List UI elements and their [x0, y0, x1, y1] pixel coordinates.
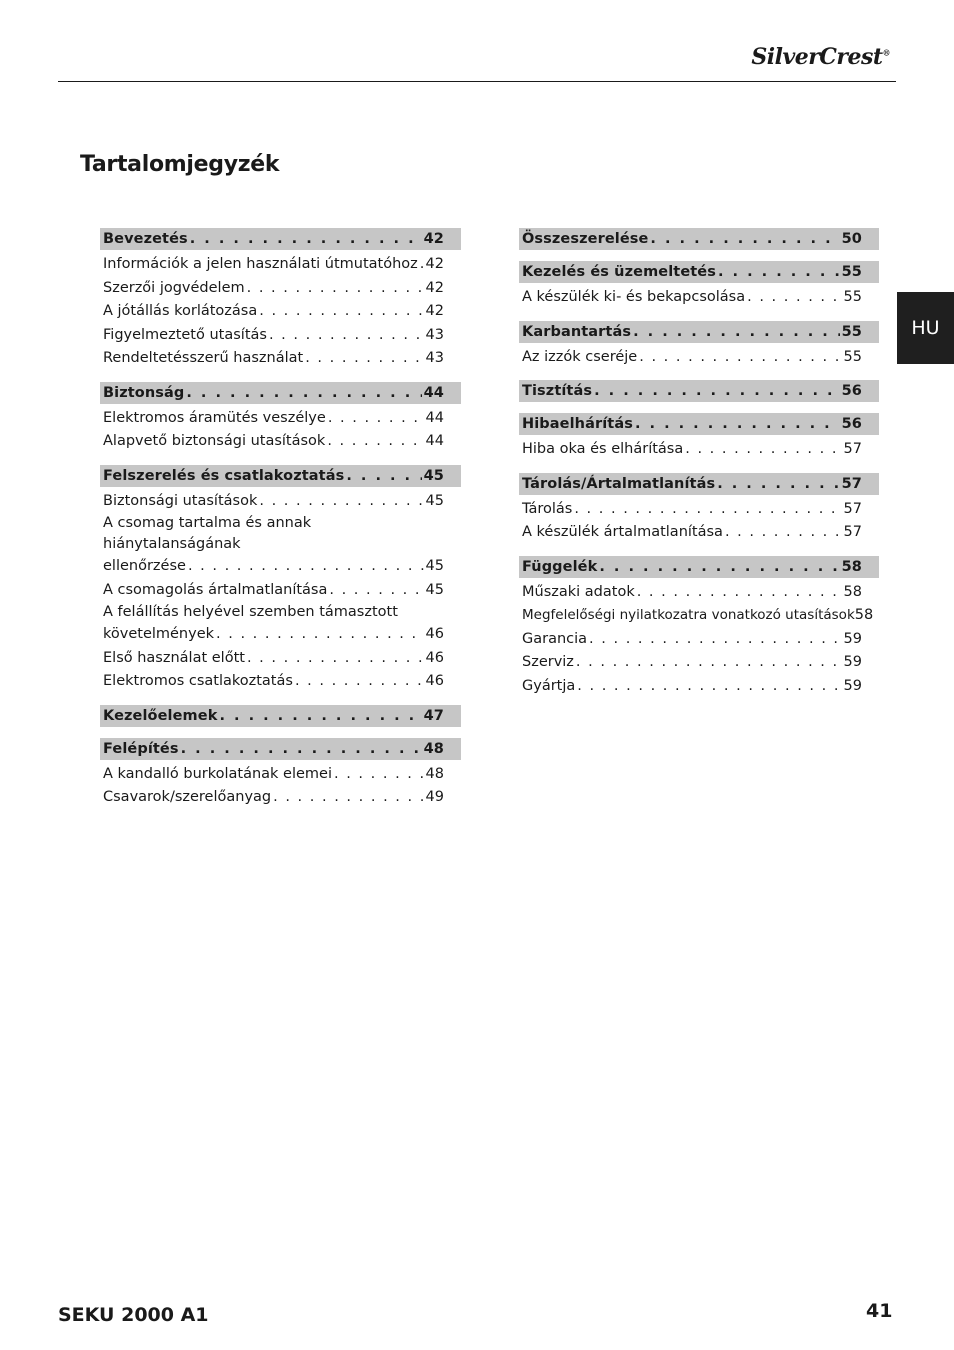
section-page-number: 55: [841, 323, 862, 340]
toc-entry[interactable]: [519, 604, 879, 628]
toc-section: [100, 228, 461, 371]
toc-entry[interactable]: [519, 346, 879, 370]
section-title: Tárolás/Ártalmatlanítás: [522, 475, 716, 492]
toc-section: [519, 261, 879, 310]
entry-page-number: 42: [425, 303, 444, 319]
dot-leader: [188, 555, 424, 579]
toc-section-heading[interactable]: [100, 738, 461, 760]
dot-leader: [717, 476, 839, 492]
toc-section: [519, 556, 879, 699]
footer-model: SEKU 2000 A1: [58, 1304, 209, 1326]
entry-title: Elektromos csatlakoztatás: [103, 673, 293, 689]
entry-title: Hiba oka és elhárítása: [522, 441, 684, 457]
toc-section-heading[interactable]: [519, 556, 879, 578]
toc-entry[interactable]: [100, 407, 461, 431]
page-title: Tartalomjegyzék: [80, 152, 280, 177]
entry-page-number: 44: [425, 409, 444, 426]
dot-leader: [346, 468, 421, 484]
entry-title: Alapvető biztonsági utasítások: [103, 433, 326, 449]
section-title: Kezelőelemek: [103, 707, 218, 724]
toc-section-heading[interactable]: [100, 382, 461, 404]
dot-leader: [247, 277, 424, 301]
dot-leader: [259, 300, 423, 324]
section-page-number: 56: [841, 416, 862, 432]
toc-section: [519, 473, 879, 545]
entry-page-number: 42: [425, 279, 444, 296]
toc-entry[interactable]: [100, 347, 461, 371]
toc-section: [519, 380, 879, 402]
dot-leader: [295, 670, 424, 694]
entry-title: Elektromos áramütés veszélye: [103, 409, 326, 426]
section-title: Felszerelés és csatlakoztatás: [103, 467, 345, 484]
toc-section: [519, 228, 879, 250]
entry-title: Gyártja: [522, 677, 576, 694]
entry-title: A készülék ártalmatlanítása: [522, 524, 723, 540]
entry-title: Műszaki adatok: [522, 583, 635, 600]
dot-leader: [273, 786, 423, 810]
dot-leader: [574, 498, 841, 522]
section-page-number: 58: [841, 558, 862, 575]
toc-section: [519, 321, 879, 370]
dot-leader: [305, 347, 423, 371]
entry-title: A csomagolás ártalmatlanítása: [103, 581, 328, 598]
dot-leader: [576, 651, 842, 675]
toc-section-heading[interactable]: [519, 413, 879, 435]
entry-title: A készülék ki- és bekapcsolása: [522, 289, 746, 305]
entry-title: követelmények: [103, 626, 215, 642]
section-page-number: 48: [423, 740, 444, 757]
entry-title: Tárolás: [522, 500, 573, 517]
entry-page-number: 44: [425, 433, 444, 449]
dot-leader: [747, 286, 841, 310]
toc-entry[interactable]: [100, 324, 461, 348]
entry-title: A jótállás korlátozása: [103, 303, 258, 319]
entry-page-number: 59: [843, 654, 862, 670]
toc-entry[interactable]: [100, 513, 461, 579]
dot-leader: [633, 324, 840, 340]
toc-entry[interactable]: [100, 786, 461, 810]
dot-leader: [259, 490, 423, 514]
language-tab: HU: [897, 292, 954, 364]
toc-entry[interactable]: [519, 286, 879, 310]
toc-section-heading[interactable]: [519, 261, 879, 283]
section-page-number: 57: [841, 475, 862, 492]
section-title: Felépítés: [103, 740, 179, 757]
entry-title: Az izzók cseréje: [522, 348, 638, 365]
entry-page-number: 42: [425, 256, 444, 272]
dot-leader: [216, 623, 424, 647]
footer-page-number: 41: [866, 1300, 893, 1322]
section-title: Összeszerelése: [522, 231, 649, 247]
toc-right-column: [519, 228, 879, 709]
entry-title: A kandalló burkolatának elemei: [103, 765, 332, 782]
entry-page-number: 46: [425, 673, 444, 689]
toc-entry[interactable]: [100, 253, 461, 277]
toc-section: [100, 705, 461, 727]
dot-leader: [334, 763, 424, 787]
dot-leader: [650, 231, 839, 247]
section-page-number: 50: [841, 231, 862, 247]
section-title: Karbantartás: [522, 323, 632, 340]
entry-page-number: 45: [425, 558, 444, 574]
toc-entry[interactable]: [100, 763, 461, 787]
section-page-number: 47: [423, 707, 444, 724]
section-title: Biztonság: [103, 384, 185, 401]
dot-leader: [637, 581, 842, 605]
toc-left-column: [100, 228, 461, 821]
entry-title-line1: A csomag tartalma és annak hiánytalanságának: [103, 515, 312, 552]
toc-section-heading[interactable]: [100, 228, 461, 250]
entry-title: Figyelmeztető utasítás: [103, 326, 267, 343]
section-page-number: 45: [423, 467, 444, 484]
toc-entry[interactable]: [100, 300, 461, 324]
dot-leader: [725, 521, 842, 545]
toc-section-heading[interactable]: [519, 380, 879, 402]
entry-title: Szerviz: [522, 654, 574, 670]
toc-entry[interactable]: [519, 675, 879, 699]
entry-title: Rendeltetésszerű használat: [103, 350, 304, 366]
toc-entry[interactable]: [100, 579, 461, 603]
dot-leader: [594, 383, 840, 399]
dot-leader: [685, 438, 841, 462]
dot-leader: [599, 559, 839, 575]
toc-entry[interactable]: [519, 498, 879, 522]
entry-title-line1: A felállítás helyével szemben támasztott: [103, 604, 398, 620]
dot-leader: [329, 579, 423, 603]
entry-page-number: 55: [843, 289, 862, 305]
entry-page-number: 57: [843, 524, 862, 540]
entry-page-number: 59: [843, 677, 862, 694]
entry-page-number: 45: [425, 581, 444, 598]
entry-title: Információk a jelen használati útmutatóhoz: [103, 256, 418, 272]
toc-entry[interactable]: [100, 647, 461, 671]
section-page-number: 55: [841, 264, 862, 280]
toc-entry[interactable]: [519, 651, 879, 675]
toc-section-heading[interactable]: [519, 473, 879, 495]
toc-entry[interactable]: [100, 670, 461, 694]
toc-section: [100, 382, 461, 454]
entry-page-number: 46: [425, 649, 444, 666]
toc-entry[interactable]: [100, 430, 461, 454]
section-page-number: 56: [841, 383, 862, 399]
toc-entry[interactable]: [519, 521, 879, 545]
dot-leader: [247, 647, 424, 671]
dot-leader: [639, 346, 841, 370]
toc-entry[interactable]: [100, 602, 461, 647]
dot-leader: [589, 628, 842, 652]
toc-section: [100, 465, 461, 694]
entry-page-number: 49: [425, 789, 444, 805]
dot-leader: [635, 416, 840, 432]
entry-page-number: 57: [843, 441, 862, 457]
toc-section: [100, 738, 461, 810]
entry-page-number: 48: [425, 765, 444, 782]
entry-title: Garancia: [522, 630, 588, 647]
toc-entry[interactable]: [519, 438, 879, 462]
section-page-number: 44: [423, 384, 444, 401]
toc-entry[interactable]: [519, 628, 879, 652]
section-title: Függelék: [522, 558, 598, 575]
header-rule: [58, 81, 896, 82]
dot-leader: [420, 253, 424, 277]
dot-leader: [577, 675, 841, 699]
toc-section-heading[interactable]: [100, 705, 461, 727]
entry-page-number: 43: [425, 350, 444, 366]
toc-section-heading[interactable]: [100, 465, 461, 487]
entry-page-number: 43: [425, 326, 444, 343]
dot-leader: [327, 430, 423, 454]
dot-leader: [269, 324, 424, 348]
entry-page-number: 58: [854, 607, 874, 623]
toc-section: [519, 413, 879, 462]
entry-page-number: 57: [843, 500, 862, 517]
entry-title: Biztonsági utasítások: [103, 492, 258, 509]
entry-title: ellenőrzése: [103, 558, 186, 574]
dot-leader: [219, 708, 421, 724]
silvercrest-logo: SilverCrest®: [751, 44, 890, 70]
toc-entry[interactable]: [100, 490, 461, 514]
section-title: Bevezetés: [103, 231, 188, 247]
toc-entry[interactable]: [519, 581, 879, 605]
dot-leader: [190, 231, 422, 247]
section-page-number: 42: [423, 231, 444, 247]
section-title: Hibaelhárítás: [522, 416, 633, 432]
entry-page-number: 45: [425, 492, 444, 509]
entry-page-number: 58: [843, 583, 862, 600]
entry-title: Szerzői jogvédelem: [103, 279, 245, 296]
entry-title: Megfelelőségi nyilatkozatra vonatkozó utasítások: [522, 607, 855, 623]
dot-leader: [181, 741, 422, 757]
entry-page-number: 55: [843, 348, 862, 365]
entry-page-number: 46: [425, 626, 444, 642]
dot-leader: [186, 385, 421, 401]
dot-leader: [328, 407, 424, 431]
section-title: Tisztítás: [522, 383, 593, 399]
section-title: Kezelés és üzemeltetés: [522, 264, 716, 280]
dot-leader: [718, 264, 840, 280]
toc-section-heading[interactable]: [519, 228, 879, 250]
entry-title: Csavarok/szerelőanyag: [103, 789, 272, 805]
toc-section-heading[interactable]: [519, 321, 879, 343]
entry-page-number: 59: [843, 630, 862, 647]
entry-title: Első használat előtt: [103, 649, 245, 666]
toc-entry[interactable]: [100, 277, 461, 301]
